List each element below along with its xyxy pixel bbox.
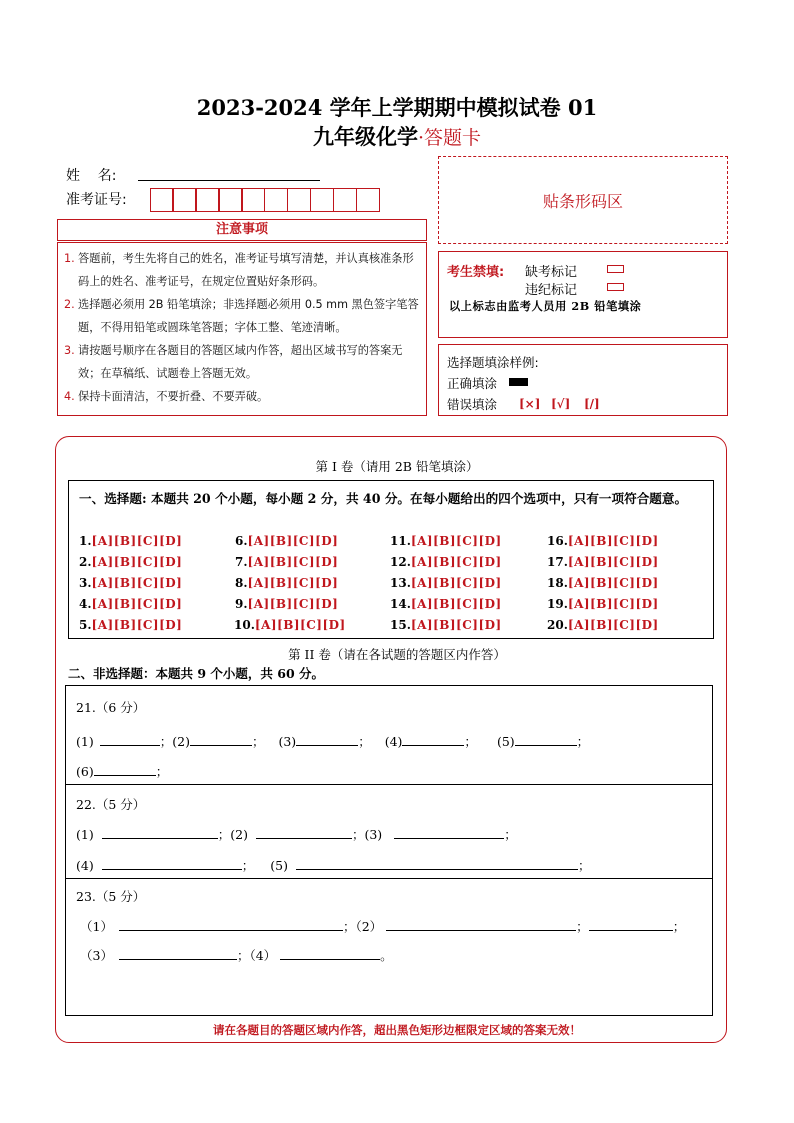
choice-options[interactable]: [A][B][C][D] bbox=[410, 597, 502, 611]
choice-question[interactable] bbox=[390, 576, 502, 590]
choice-question-number: 12. bbox=[390, 555, 411, 569]
question-21-row2 bbox=[76, 762, 168, 780]
choice-options[interactable]: [A][B][C][D] bbox=[91, 597, 183, 611]
choice-question-number: 3. bbox=[79, 576, 92, 590]
part2-title: 第 II 卷（请在各试题的答题区内作答） bbox=[288, 647, 506, 662]
choice-question[interactable] bbox=[547, 618, 659, 632]
choice-question-number: 19. bbox=[547, 597, 568, 611]
sample-title: 选择题填涂样例: bbox=[447, 355, 539, 370]
id-digit-box[interactable] bbox=[241, 188, 265, 212]
choice-question-number: 18. bbox=[547, 576, 568, 590]
choice-question-number: 7. bbox=[235, 555, 248, 569]
question-23-row1 bbox=[80, 917, 685, 935]
answer-blank[interactable] bbox=[190, 733, 252, 746]
id-digit-box[interactable] bbox=[333, 188, 357, 212]
question-22-row1 bbox=[76, 825, 517, 843]
choice-question-number: 9. bbox=[235, 597, 248, 611]
choice-question[interactable] bbox=[235, 534, 338, 548]
question-23-row2 bbox=[80, 946, 393, 964]
separator: ； bbox=[464, 734, 477, 749]
answer-blank[interactable] bbox=[94, 763, 156, 776]
wrong-mark-cross: [×] bbox=[519, 397, 541, 411]
separator: ； bbox=[504, 827, 517, 842]
blank-number: (5) bbox=[496, 734, 515, 749]
notice-item-number: 4. bbox=[64, 390, 75, 403]
blank-number: (4) bbox=[384, 734, 403, 749]
notice-item-text: 选择题必须用 2B 铅笔填涂；非选择题必须用 0.5 mm 黑色签字笔答题，不得用铅笔或圆珠笔答题；字体工整、笔迹清晰。 bbox=[78, 298, 419, 334]
separator: ； bbox=[576, 919, 589, 934]
name-label: 姓 名: bbox=[66, 168, 117, 184]
choice-options[interactable]: [A][B][C][D] bbox=[91, 618, 183, 632]
separator: ； bbox=[672, 919, 686, 934]
blank-number: (3) bbox=[364, 827, 383, 842]
choice-question-number: 10. bbox=[234, 618, 255, 632]
notice-item bbox=[64, 247, 422, 293]
separator: ； bbox=[576, 734, 590, 749]
blank-number: （4） bbox=[249, 948, 277, 963]
blank-number: (6) bbox=[76, 764, 94, 779]
answer-blank[interactable] bbox=[102, 857, 242, 870]
id-digit-box[interactable] bbox=[150, 188, 174, 212]
choice-question[interactable] bbox=[79, 534, 182, 548]
choice-options[interactable]: [A][B][C][D] bbox=[91, 576, 183, 590]
notice-item bbox=[64, 385, 422, 408]
choice-question-number: 4. bbox=[79, 597, 92, 611]
choice-options[interactable]: [A][B][C][D] bbox=[567, 618, 659, 632]
forbid-label: 考生禁填: bbox=[447, 265, 505, 280]
separator: ； bbox=[351, 827, 365, 842]
notice-item-text: 请按题号顺序在各题目的答题区域内作答，超出区域书写的答案无效；在草稿纸、试题卷上答题无效。 bbox=[78, 344, 403, 380]
answer-blank[interactable] bbox=[589, 918, 673, 931]
absent-mark-label: 缺考标记 bbox=[525, 265, 578, 280]
choice-question[interactable] bbox=[390, 597, 502, 611]
choice-question-number: 13. bbox=[390, 576, 411, 590]
blank-number: (5) bbox=[270, 858, 288, 873]
choice-options[interactable]: [A][B][C][D] bbox=[567, 597, 659, 611]
blank-number: (2) bbox=[172, 734, 190, 749]
subtitle-separator: · bbox=[417, 127, 425, 149]
choice-options[interactable]: [A][B][C][D] bbox=[247, 534, 339, 548]
choice-question[interactable] bbox=[235, 597, 338, 611]
question-21-row1 bbox=[76, 732, 589, 750]
choice-options[interactable]: [A][B][C][D] bbox=[410, 618, 502, 632]
question-22-row2 bbox=[76, 856, 590, 874]
notice-item-number: 3. bbox=[64, 344, 75, 357]
notice-item-text: 保持卡面清洁，不要折叠、不要弄破。 bbox=[78, 390, 269, 403]
separator: ； bbox=[217, 827, 231, 842]
blank-number: (3) bbox=[278, 734, 297, 749]
wrong-mark-check: [√] bbox=[551, 397, 571, 411]
choice-question[interactable] bbox=[547, 534, 659, 548]
choice-options[interactable]: [A][B][C][D] bbox=[91, 534, 183, 548]
part1-title: 第 I 卷（请用 2B 铅笔填涂） bbox=[315, 459, 479, 474]
answer-blank[interactable] bbox=[100, 733, 160, 746]
choice-options[interactable]: [A][B][C][D] bbox=[91, 555, 183, 569]
answer-blank[interactable] bbox=[402, 733, 464, 746]
exam-title: 2023-2024 学年上学期期中模拟试卷 01 bbox=[196, 95, 598, 120]
forbid-note: 以上标志由监考人员用 2B 铅笔填涂 bbox=[449, 299, 642, 313]
answer-card-label: 答题卡 bbox=[424, 127, 482, 149]
wrong-fill-label: 错误填涂 bbox=[447, 397, 498, 412]
violation-mark-box[interactable] bbox=[607, 283, 624, 291]
footer-warning: 请在各题目的答题区域内作答，超出黑色矩形边框限定区域的答案无效！ bbox=[213, 1023, 581, 1037]
answer-blank[interactable] bbox=[119, 947, 237, 960]
blank-number: (2) bbox=[230, 827, 248, 842]
choice-options[interactable]: [A][B][C][D] bbox=[410, 576, 502, 590]
period: 。 bbox=[380, 948, 393, 963]
id-digit-box[interactable] bbox=[356, 188, 380, 212]
notice-item-number: 2. bbox=[64, 298, 75, 311]
choice-question[interactable] bbox=[390, 555, 502, 569]
choice-question-number: 5. bbox=[79, 618, 92, 632]
id-digit-box[interactable] bbox=[287, 188, 311, 212]
id-digit-box[interactable] bbox=[218, 188, 242, 212]
choice-options[interactable]: [A][B][C][D] bbox=[567, 555, 659, 569]
choice-question[interactable] bbox=[79, 555, 182, 569]
choice-question-number: 17. bbox=[547, 555, 568, 569]
choice-options[interactable]: [A][B][C][D] bbox=[410, 555, 502, 569]
correct-fill-label: 正确填涂 bbox=[447, 376, 498, 391]
blank-number: (4) bbox=[76, 858, 94, 873]
choice-options[interactable]: [A][B][C][D] bbox=[410, 534, 502, 548]
answer-blank[interactable] bbox=[515, 733, 577, 746]
answer-blank[interactable] bbox=[394, 826, 504, 839]
name-field[interactable] bbox=[138, 180, 320, 181]
choice-options[interactable]: [A][B][C][D] bbox=[254, 618, 346, 632]
question-22-box bbox=[65, 784, 713, 879]
choice-question-number: 1. bbox=[79, 534, 92, 548]
choice-question[interactable] bbox=[79, 618, 182, 632]
choice-question[interactable] bbox=[390, 618, 502, 632]
notice-heading: 注意事项 bbox=[57, 219, 427, 241]
choice-question-number: 16. bbox=[547, 534, 568, 548]
id-digit-box[interactable] bbox=[195, 188, 219, 212]
correct-fill-mark bbox=[509, 378, 528, 386]
barcode-area bbox=[438, 156, 728, 244]
choice-question[interactable] bbox=[79, 597, 182, 611]
answer-blank[interactable] bbox=[119, 918, 343, 931]
absent-mark-box[interactable] bbox=[607, 265, 624, 273]
examinee-forbid-box bbox=[438, 251, 728, 338]
wrong-mark-slash: [/] bbox=[584, 397, 600, 411]
notice-item-text: 答题前，考生先将自己的姓名，准考证号填写清楚，并认真核准条形码上的姓名、准考证号，在规定位置贴好条形码。 bbox=[78, 252, 414, 288]
choice-question-number: 8. bbox=[235, 576, 248, 590]
part2-intro: 二、非选择题：本题共 9 个小题，共 60 分。 bbox=[68, 666, 325, 681]
choice-question-number: 2. bbox=[79, 555, 92, 569]
violation-mark-label: 违纪标记 bbox=[525, 283, 578, 298]
choice-question-number: 15. bbox=[390, 618, 411, 632]
separator: ； bbox=[342, 919, 356, 934]
id-digit-box[interactable] bbox=[172, 188, 196, 212]
choice-question-number: 14. bbox=[390, 597, 411, 611]
id-number-boxes[interactable] bbox=[151, 188, 380, 212]
blank-number: （1） bbox=[80, 919, 113, 934]
separator: ； bbox=[155, 764, 169, 779]
fill-sample-box bbox=[438, 344, 728, 416]
choice-options[interactable]: [A][B][C][D] bbox=[567, 576, 659, 590]
id-label: 准考证号: bbox=[66, 192, 127, 208]
answer-blank[interactable] bbox=[256, 826, 352, 839]
choice-options[interactable]: [A][B][C][D] bbox=[247, 555, 339, 569]
blank-number: （3） bbox=[80, 948, 113, 963]
choice-options[interactable]: [A][B][C][D] bbox=[247, 576, 339, 590]
choice-question[interactable] bbox=[79, 576, 182, 590]
choice-question[interactable] bbox=[235, 555, 338, 569]
choice-question[interactable] bbox=[235, 576, 338, 590]
separator: ； bbox=[577, 858, 591, 873]
choice-question[interactable] bbox=[390, 534, 502, 548]
question-23-label: 23.（5 分） bbox=[76, 889, 146, 904]
exam-subtitle bbox=[0, 121, 794, 151]
choice-question-number: 20. bbox=[547, 618, 568, 632]
separator: ； bbox=[236, 948, 250, 963]
answer-blank[interactable] bbox=[280, 947, 380, 960]
separator: ； bbox=[159, 734, 173, 749]
separator: ； bbox=[251, 734, 265, 749]
notice-item-number: 1. bbox=[64, 252, 75, 265]
question-21-label: 21.（6 分） bbox=[76, 700, 146, 715]
choice-question-number: 6. bbox=[235, 534, 248, 548]
choice-question[interactable] bbox=[547, 597, 659, 611]
subject-title: 九年级化学 bbox=[312, 124, 418, 149]
question-23-box bbox=[65, 878, 713, 1016]
blank-number: (1) bbox=[76, 734, 94, 749]
notice-item bbox=[64, 339, 422, 385]
question-22-label: 22.（5 分） bbox=[76, 797, 146, 812]
answer-blank[interactable] bbox=[296, 857, 578, 870]
choice-options[interactable]: [A][B][C][D] bbox=[567, 534, 659, 548]
answer-blank[interactable] bbox=[102, 826, 218, 839]
answer-blank[interactable] bbox=[296, 733, 358, 746]
multiple-choice-intro: 一、选择题: 本题共 20 个小题，每小题 2 分，共 40 分。在每小题给出的四个选项中，只有一项符合题意。 bbox=[79, 491, 688, 506]
blank-number: (1) bbox=[76, 827, 94, 842]
separator: ； bbox=[358, 734, 371, 749]
notice-item bbox=[64, 293, 422, 339]
choice-question-number: 11. bbox=[390, 534, 411, 548]
id-digit-box[interactable] bbox=[264, 188, 288, 212]
multiple-choice-box bbox=[68, 480, 714, 639]
choice-question[interactable] bbox=[234, 618, 346, 632]
question-21-box bbox=[65, 685, 713, 785]
choice-question[interactable] bbox=[547, 576, 659, 590]
id-digit-box[interactable] bbox=[310, 188, 334, 212]
answer-blank[interactable] bbox=[386, 918, 576, 931]
barcode-label: 贴条形码区 bbox=[542, 191, 623, 211]
blank-number: （2） bbox=[355, 919, 383, 934]
choice-question[interactable] bbox=[547, 555, 659, 569]
notice-box bbox=[57, 242, 427, 416]
separator: ； bbox=[241, 858, 255, 873]
choice-options[interactable]: [A][B][C][D] bbox=[247, 597, 339, 611]
